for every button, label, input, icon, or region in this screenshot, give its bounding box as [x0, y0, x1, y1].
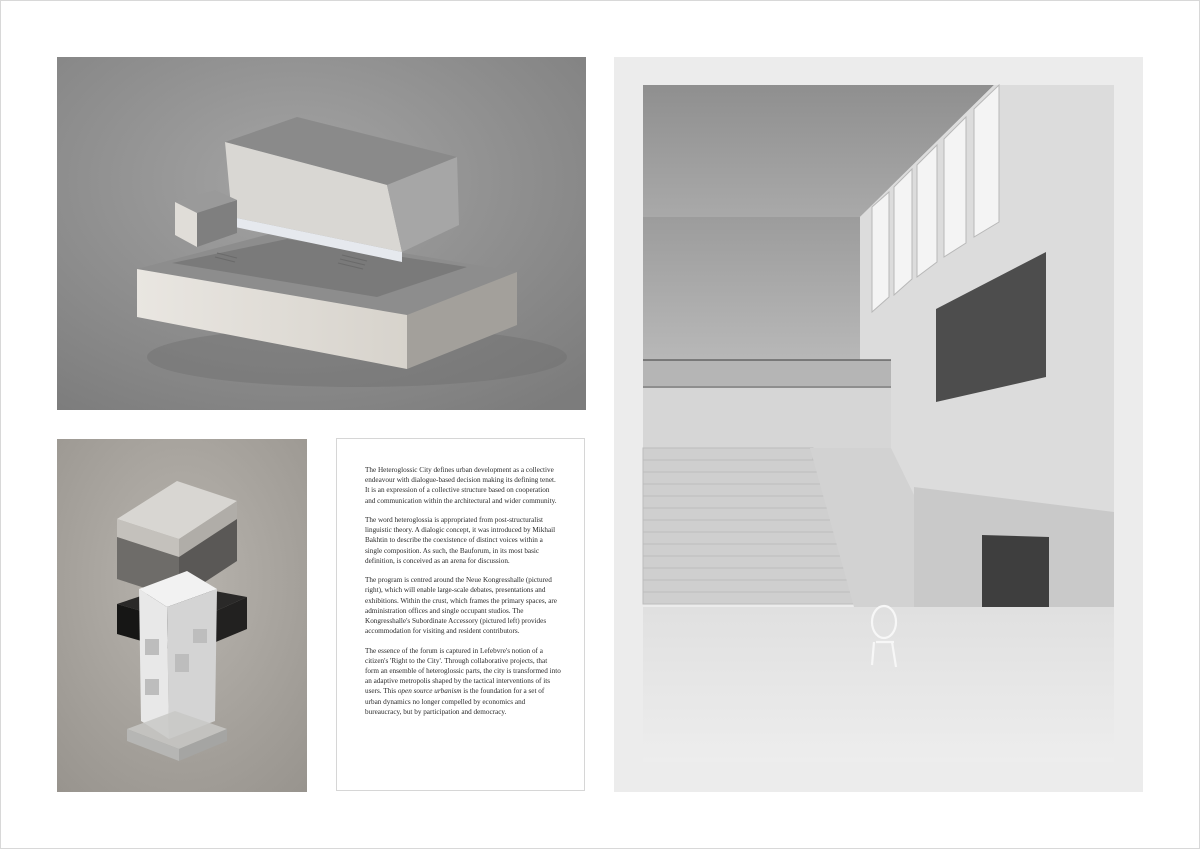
exploded-model-photo	[57, 439, 307, 792]
model-photo-illustration	[57, 57, 586, 410]
paragraph-4-part-b: is the foundation for a set of urban dynamics no longer compelled by economics and bureaucracy, but by participation and democracy.	[365, 687, 545, 716]
paragraph-1: The Heteroglossic City defines urban development as a collective endeavour with dialogue-based decision making its defining tenet. It is an expression of a collective structure based on cooperation and communication within the architectural and wider community.	[365, 466, 557, 505]
paragraph-4	[365, 646, 561, 717]
interior-render-illustration	[614, 57, 1143, 792]
exploded-model-illustration	[57, 439, 307, 792]
paragraph-2: The word heteroglossia is appropriated from post-structuralist linguistic theory. A dialogic concept, it was introduced by Mikhail Bakhtin to describe the coexistence of distinct voices within a single composition. As such, the Bauforum, in its most basic definition, is conceived as an arena for discussion.	[365, 516, 556, 565]
description-text-panel	[336, 438, 585, 791]
paragraph-4-part-a: The essence of the forum is captured in Lefebvre's notion of a citizen's 'Right to the City'. Through collaborative projects, that form an ensemble of heteroglossic parts, the city is transformed into an adaptive metropolis shaped by the tactical interventions of its users. This	[365, 646, 561, 696]
paragraph-4-emphasis: open source urbanism	[397, 687, 462, 696]
model-photo	[57, 57, 586, 410]
paragraph-3: The program is centred around the Neue Kongresshalle (pictured right), which will enable large-scale debates, presentations and exhibitions. Within the crust, which frames the primary spaces, are administration offices and single occupant studios. The Kongresshalle's Subordinate Accessory (pictured left) provides accommodation for visiting and resident contributors.	[365, 576, 557, 636]
interior-render	[614, 57, 1143, 792]
description-body	[365, 465, 561, 726]
